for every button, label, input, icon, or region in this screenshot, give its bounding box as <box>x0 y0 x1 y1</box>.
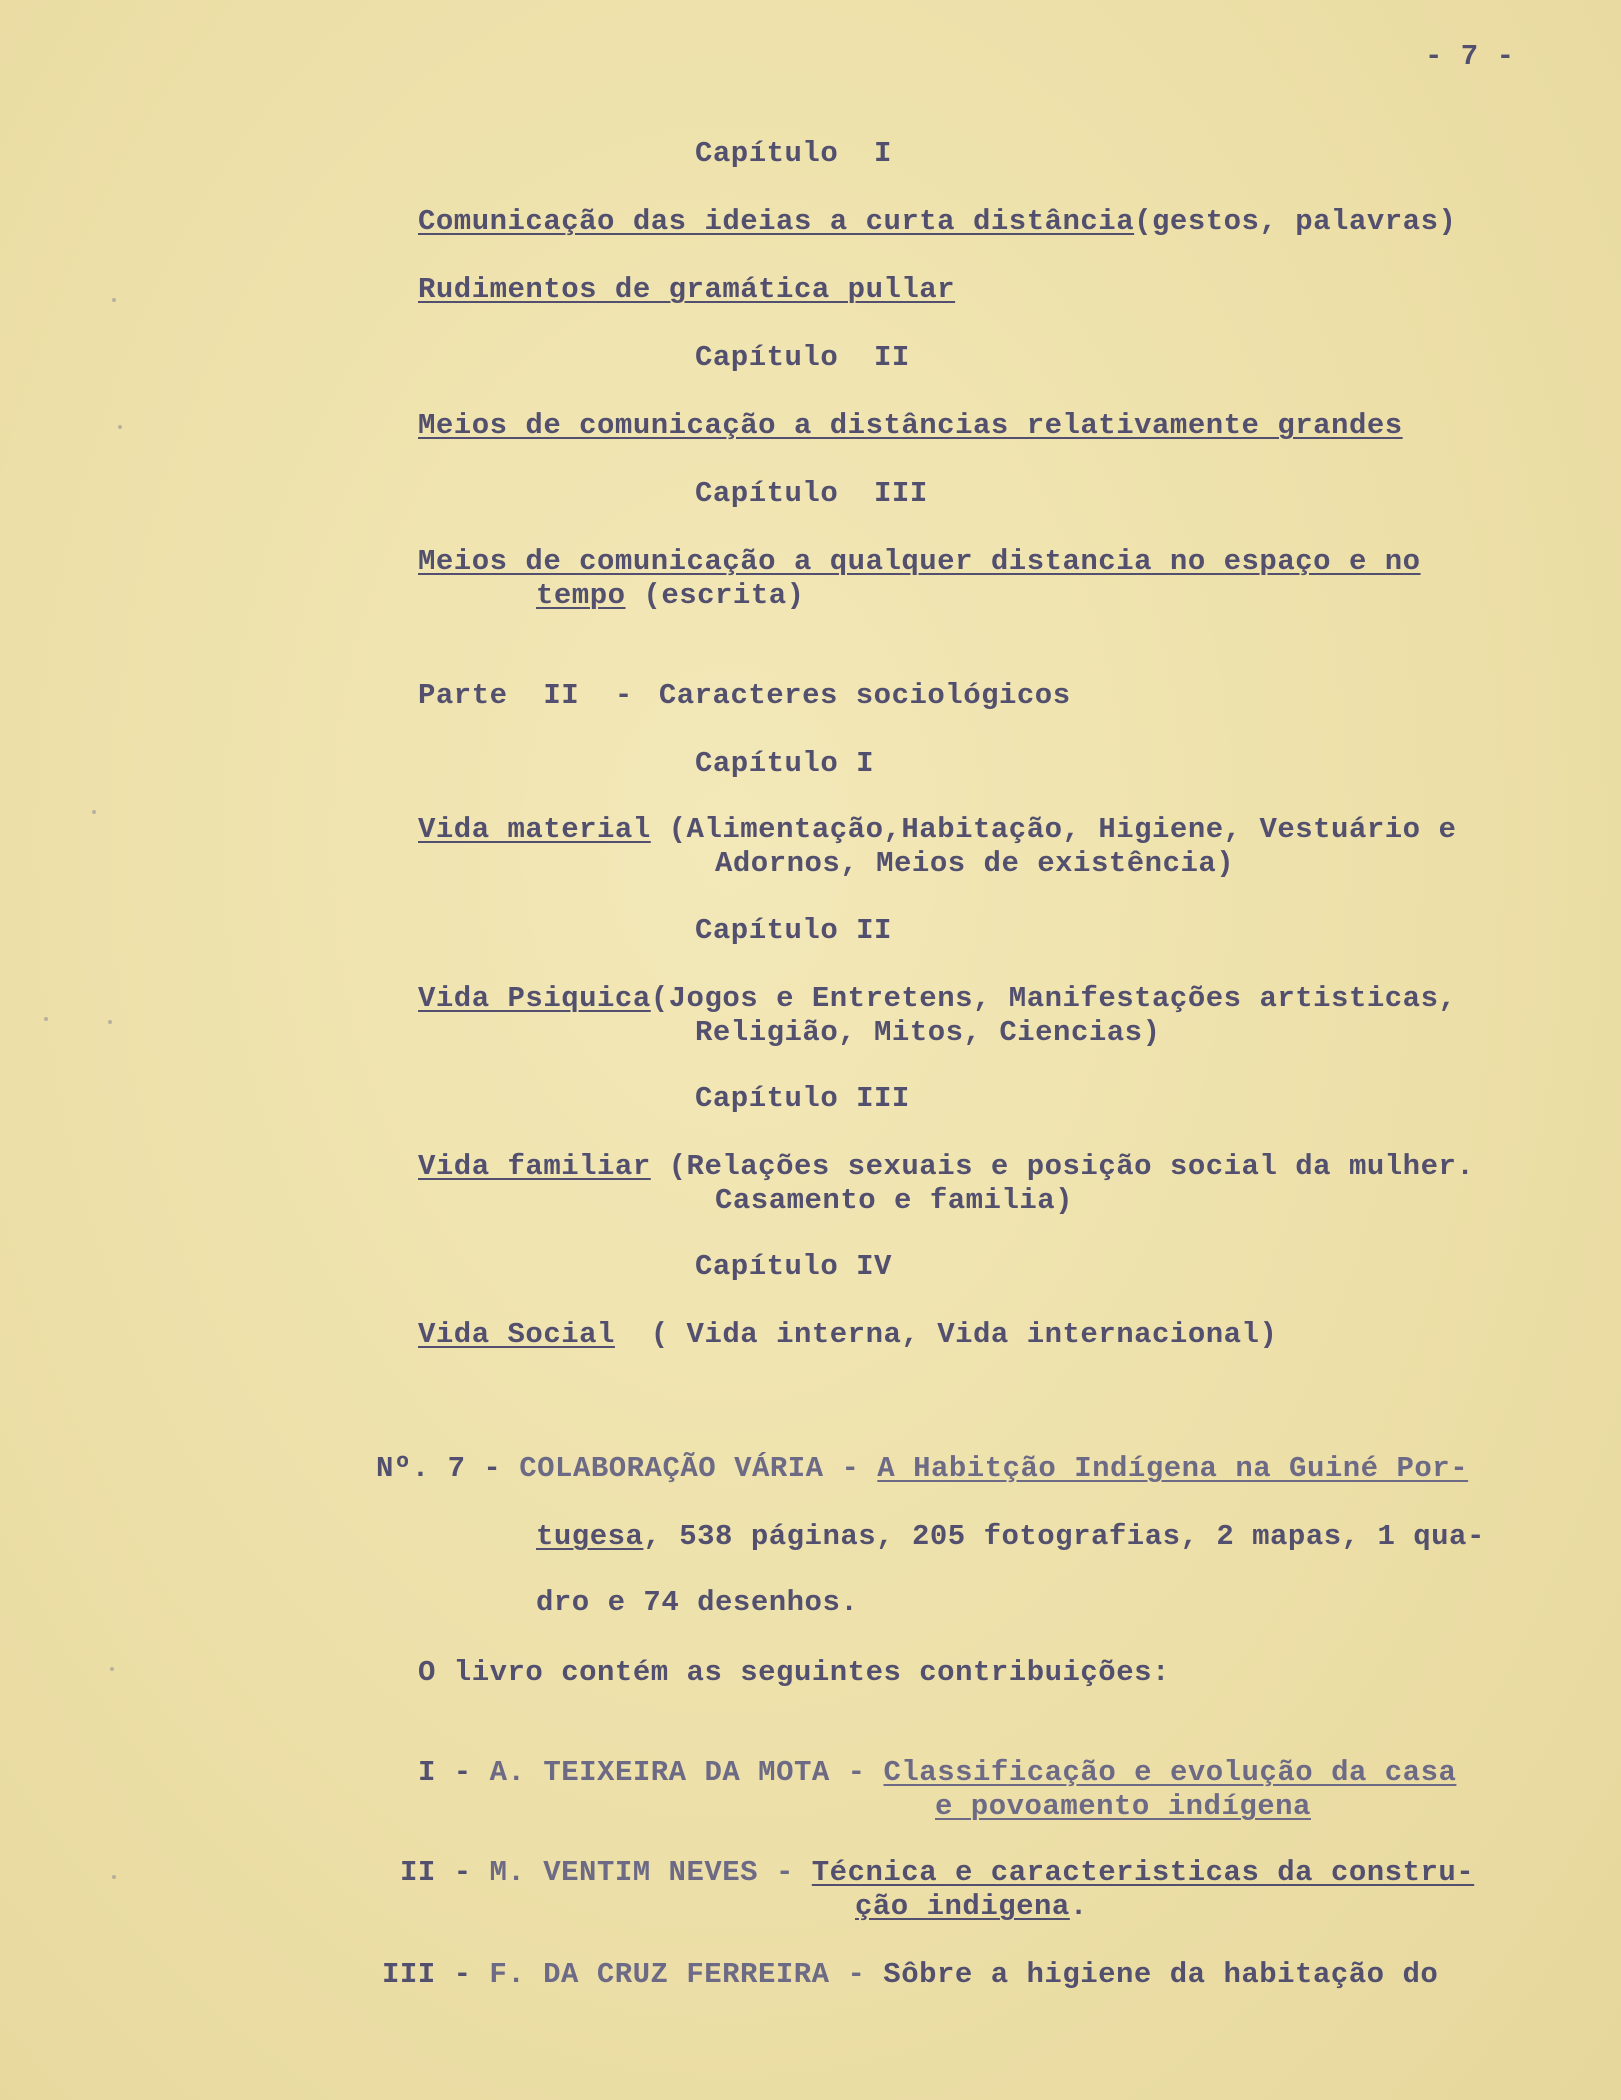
chapter-heading: Capítulo I <box>695 747 875 780</box>
entry-title: A Habitção Indígena na Guiné Por- <box>877 1452 1469 1485</box>
chapter-heading: Capítulo II <box>695 341 910 374</box>
contribution-title: e povoamento indígena <box>935 1790 1311 1823</box>
chapter-heading: Capítulo I <box>695 137 892 170</box>
chapter-heading: Capítulo III <box>695 477 928 510</box>
chapter-entry <box>418 1150 1474 1184</box>
chapter-entry <box>418 409 1403 443</box>
chapter-entry <box>418 545 1421 579</box>
chapter-entry <box>418 1318 1277 1352</box>
part-heading <box>418 679 1071 713</box>
chapter-entry-cont: Adornos, Meios de existência) <box>715 847 1235 880</box>
contributions-intro: O livro contém as seguintes contribuições: <box>418 1656 1170 1689</box>
paper-speck <box>110 1667 114 1671</box>
paper-speck <box>112 298 116 302</box>
chapter-entry <box>418 982 1456 1016</box>
contribution-numeral: I - <box>418 1756 490 1789</box>
chapter-entry-desc: (Relações sexuais e posição social da mulher. <box>650 1150 1475 1183</box>
contribution-title: ção indigena <box>855 1890 1070 1923</box>
chapter-entry-cont: Casamento e familia) <box>715 1184 1074 1217</box>
paper-speck <box>108 1020 112 1024</box>
chapter-heading: Capítulo III <box>695 1082 910 1115</box>
page-number: - 7 - <box>1425 40 1515 73</box>
chapter-entry-paren: (gestos, palavras) <box>1134 205 1457 238</box>
chapter-entry-title: Vida familiar <box>418 1150 651 1183</box>
publication-entry-cont: dro e 74 desenhos. <box>536 1586 859 1619</box>
chapter-entry-title: Meios de comunicação a qualquer distancia no espaço e no <box>418 545 1421 578</box>
paper-speck <box>118 425 122 429</box>
chapter-heading: Capítulo IV <box>695 1250 892 1283</box>
chapter-entry-title: Meios de comunicação a distâncias relativamente grandes <box>418 409 1403 442</box>
paper-speck <box>112 1875 116 1879</box>
chapter-entry-title: Vida Social <box>418 1318 615 1351</box>
contribution-title-tail: . <box>1069 1890 1088 1923</box>
contribution-item-cont <box>855 1890 1088 1924</box>
contribution-title: Técnica e caracteristicas da constru- <box>811 1856 1475 1889</box>
contribution-author: A. TEIXEIRA DA MOTA - <box>489 1756 884 1789</box>
entry-number: Nº. 7 - <box>376 1452 520 1485</box>
contribution-author: M. VENTIM NEVES - <box>489 1856 812 1889</box>
contribution-title: Classificação e evolução da casa <box>883 1756 1457 1789</box>
chapter-heading: Capítulo II <box>695 914 892 947</box>
contribution-title: Sôbre a higiene da habitação do <box>883 1958 1439 1991</box>
part-heading-label: Parte II - <box>418 679 633 712</box>
chapter-entry <box>418 205 1456 239</box>
contribution-numeral: III - <box>382 1958 490 1991</box>
chapter-entry-cont: Religião, Mitos, Ciencias) <box>695 1016 1161 1049</box>
chapter-entry-title: Comunicação das ideias a curta distância <box>418 205 1135 238</box>
chapter-entry-title: Vida material <box>418 813 651 846</box>
chapter-entry-desc: (Alimentação,Habitação, Higiene, Vestuário e <box>650 813 1457 846</box>
chapter-entry-title: Vida Psiquica <box>418 982 651 1015</box>
paper-speck <box>92 810 96 814</box>
contribution-author: F. DA CRUZ FERREIRA - <box>489 1958 884 1991</box>
publication-entry-cont <box>536 1520 1485 1554</box>
publication-entry <box>376 1452 1468 1486</box>
part-heading-title: Caracteres sociológicos <box>658 679 1071 712</box>
chapter-entry-paren: (escrita) <box>625 579 805 612</box>
contribution-numeral: II - <box>400 1856 490 1889</box>
chapter-entry <box>418 273 955 307</box>
chapter-entry-title: Rudimentos de gramática pullar <box>418 273 956 306</box>
entry-desc: , 538 páginas, 205 fotografias, 2 mapas, 1 qua- <box>643 1520 1485 1553</box>
chapter-entry-cont <box>536 579 805 613</box>
chapter-entry-desc: (Jogos e Entretens, Manifestações artisticas, <box>650 982 1457 1015</box>
contribution-item <box>400 1856 1474 1890</box>
chapter-entry <box>418 813 1456 847</box>
chapter-entry-desc: ( Vida interna, Vida internacional) <box>614 1318 1278 1351</box>
contribution-item-cont <box>935 1790 1311 1824</box>
contribution-item <box>418 1756 1456 1790</box>
chapter-entry-title: tempo <box>536 579 626 612</box>
contribution-item <box>382 1958 1438 1992</box>
entry-title: tugesa <box>536 1520 644 1553</box>
paper-speck <box>44 1017 48 1021</box>
entry-author: COLABORAÇÃO VÁRIA - <box>519 1452 878 1485</box>
